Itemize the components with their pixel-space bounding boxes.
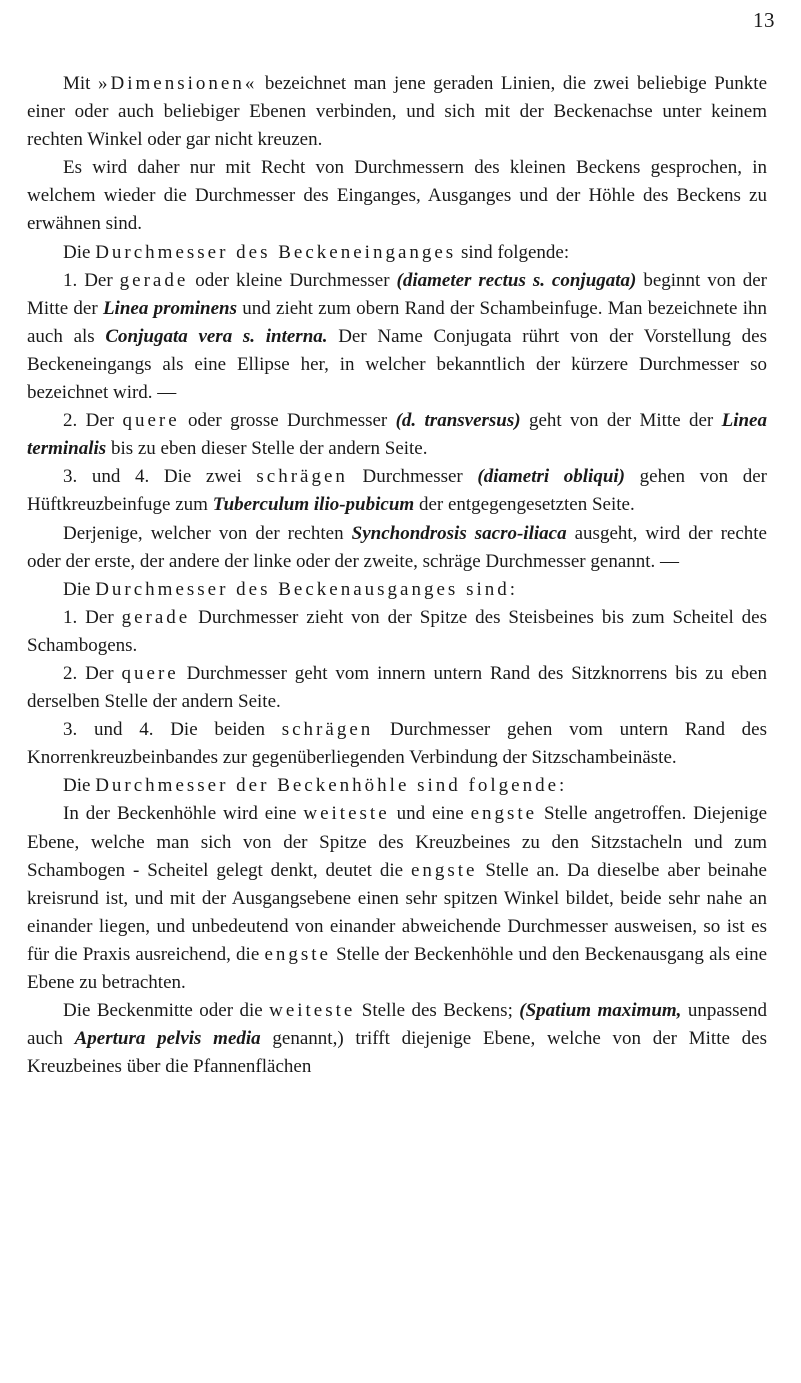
spaced-emphasis: engste xyxy=(470,803,538,825)
latin-term: Tuberculum ilio-pubicum xyxy=(212,494,415,516)
paragraph xyxy=(27,239,767,267)
text-run: und eine xyxy=(389,803,471,825)
paragraph xyxy=(27,520,767,576)
latin-term: Linea terminalis xyxy=(27,410,767,460)
text-run: genannt,) trifft diejenige Ebene, welche von der Mitte des Kreuzbeines über die Pfannenflächen xyxy=(27,1028,767,1078)
spaced-emphasis: quere xyxy=(121,662,179,684)
latin-term: Apertura pelvis media xyxy=(74,1028,261,1050)
latin-term: (d. transversus) xyxy=(395,410,521,432)
paragraph xyxy=(27,154,767,238)
text-run: Die Beckenmitte oder die xyxy=(63,1000,270,1022)
latin-term: (diametri obliqui) xyxy=(477,466,626,488)
latin-term: Synchondrosis sacro-iliaca xyxy=(351,522,567,544)
text-run: Stelle der Beckenhöhle und den Beckenausgang als eine Ebene zu betrachten. xyxy=(27,943,767,993)
spaced-emphasis: engste xyxy=(410,859,478,881)
paragraph xyxy=(27,772,767,800)
spaced-emphasis: weiteste xyxy=(303,803,390,825)
text-run: 2. Der xyxy=(63,662,122,684)
text-run: 1. Der xyxy=(63,606,122,628)
text-run: der entgegengesetzten Seite. xyxy=(414,494,635,516)
text-run: oder kleine Durchmesser xyxy=(188,269,397,291)
page-number: 13 xyxy=(753,8,775,32)
text-run: gehen von der Hüftkreuzbeinfuge zum xyxy=(27,466,767,516)
paragraph xyxy=(27,997,767,1081)
latin-term: (Spatium maximum, xyxy=(519,1000,682,1022)
text-run: Durchmesser gehen vom untern Rand des Knorrenkreuzbeinbandes zur gegenüberliegenden Verbindung der Sitzschambeinäste. xyxy=(27,719,768,769)
text-run: Stelle des Beckens; xyxy=(355,1000,520,1022)
spaced-emphasis: Durchmesser des Beckeneinganges xyxy=(95,241,457,263)
paragraph xyxy=(27,660,767,716)
paragraph xyxy=(27,576,767,604)
text-run: bis zu eben dieser Stelle der andern Seite. xyxy=(106,438,428,460)
latin-term: Conjugata vera s. interna. xyxy=(105,325,328,347)
paragraph xyxy=(27,800,767,997)
text-run: unpassend auch xyxy=(27,1000,767,1050)
body-text xyxy=(27,70,767,1081)
spaced-emphasis: Durchmesser des Beckenausganges sind: xyxy=(95,578,519,600)
text-run: Die xyxy=(63,578,96,600)
text-run: Der Name Conjugata rührt von der Vorstellung des Beckeneingangs als eine Ellipse her, in welcher bekanntlich der kürzere Durchmesser so bezeichnet wird. — xyxy=(27,325,767,404)
text-run: In der Beckenhöhle wird eine xyxy=(63,803,304,825)
spaced-emphasis: quere xyxy=(122,410,180,432)
spaced-emphasis: gerade xyxy=(119,269,189,291)
text-run: Durchmesser zieht von der Spitze des Steisbeines bis zum Scheitel des Schambogens. xyxy=(27,606,767,656)
text-run: geht von der Mitte der xyxy=(520,410,722,432)
text-run: Es wird daher nur mit Recht von Durchmessern des kleinen Beckens gesprochen, in welchem wieder die Durchmesser des Einganges, Ausganges und der Höhle des Beckens zu erwähnen sind. xyxy=(27,157,767,235)
paragraph xyxy=(27,716,767,772)
text-run: 3. und 4. Die beiden xyxy=(63,719,282,741)
text-run: Mit xyxy=(63,73,99,94)
spaced-emphasis: Durchmesser der Beckenhöhle sind folgende: xyxy=(95,775,568,797)
paragraph xyxy=(27,604,767,660)
paragraph xyxy=(27,70,767,154)
text-run: Durchmesser xyxy=(347,466,478,488)
paragraph xyxy=(27,407,767,463)
text-run: 1. Der xyxy=(63,269,120,291)
text-run: bezeichnet man jene geraden Linien, die zwei beliebige Punkte einer oder auch beliebiger Ebenen verbinden, und sich mit der Beckenachse unter keinem rechten Winkel oder gar nicht kreuzen. xyxy=(27,73,768,151)
text-run: Durchmesser geht vom innern untern Rand des Sitzknorrens bis zu eben derselben Stelle der andern Seite. xyxy=(27,662,767,713)
text-run: 3. und 4. Die zwei xyxy=(63,466,257,488)
spaced-emphasis: schrägen xyxy=(256,466,348,488)
text-run: und zieht zum obern Rand der Schambeinfuge. Man bezeichnete ihn auch als xyxy=(27,297,767,347)
text-run: ausgeht, wird der rechte oder der erste, der andere der linke oder der zweite, schräge Durchmesser genannt. — xyxy=(27,522,767,572)
text-run: oder grosse Durchmesser xyxy=(179,410,396,432)
latin-term: (diameter rectus s. conjugata) xyxy=(396,269,637,291)
latin-term: Linea prominens xyxy=(102,297,237,319)
paragraph xyxy=(27,463,767,519)
spaced-emphasis: »Dimensionen« xyxy=(98,73,258,94)
paragraph xyxy=(27,267,767,407)
text-run: Die xyxy=(63,241,96,263)
text-run: Stelle angetroffen. Diejenige Ebene, welche man sich von der Spitze des Kreuzbeines zu den Sitzstacheln und zum Schambogen - Scheitel gelegt denkt, deutet die xyxy=(27,803,767,881)
text-run: Stelle an. Da dieselbe aber beinahe kreisrund ist, und mit der Ausgangsebene einen sehr spitzen Winkel bildet, beide sehr nahe an einander liegen, und unbedeutend von einander abweichende Durchmesser ausweisen, so ist es für die Praxis ausreichend, die xyxy=(27,859,767,965)
text-run: Derjenige, welcher von der rechten xyxy=(63,522,352,544)
spaced-emphasis: engste xyxy=(264,943,331,965)
text-run: beginnt von der Mitte der xyxy=(27,269,767,319)
text-run: Die xyxy=(63,775,96,797)
spaced-emphasis: gerade xyxy=(121,606,191,628)
spaced-emphasis: schrägen xyxy=(281,719,374,741)
spaced-emphasis: weiteste xyxy=(269,1000,356,1022)
text-run: sind folgende: xyxy=(456,241,570,263)
text-run: 2. Der xyxy=(63,410,123,432)
